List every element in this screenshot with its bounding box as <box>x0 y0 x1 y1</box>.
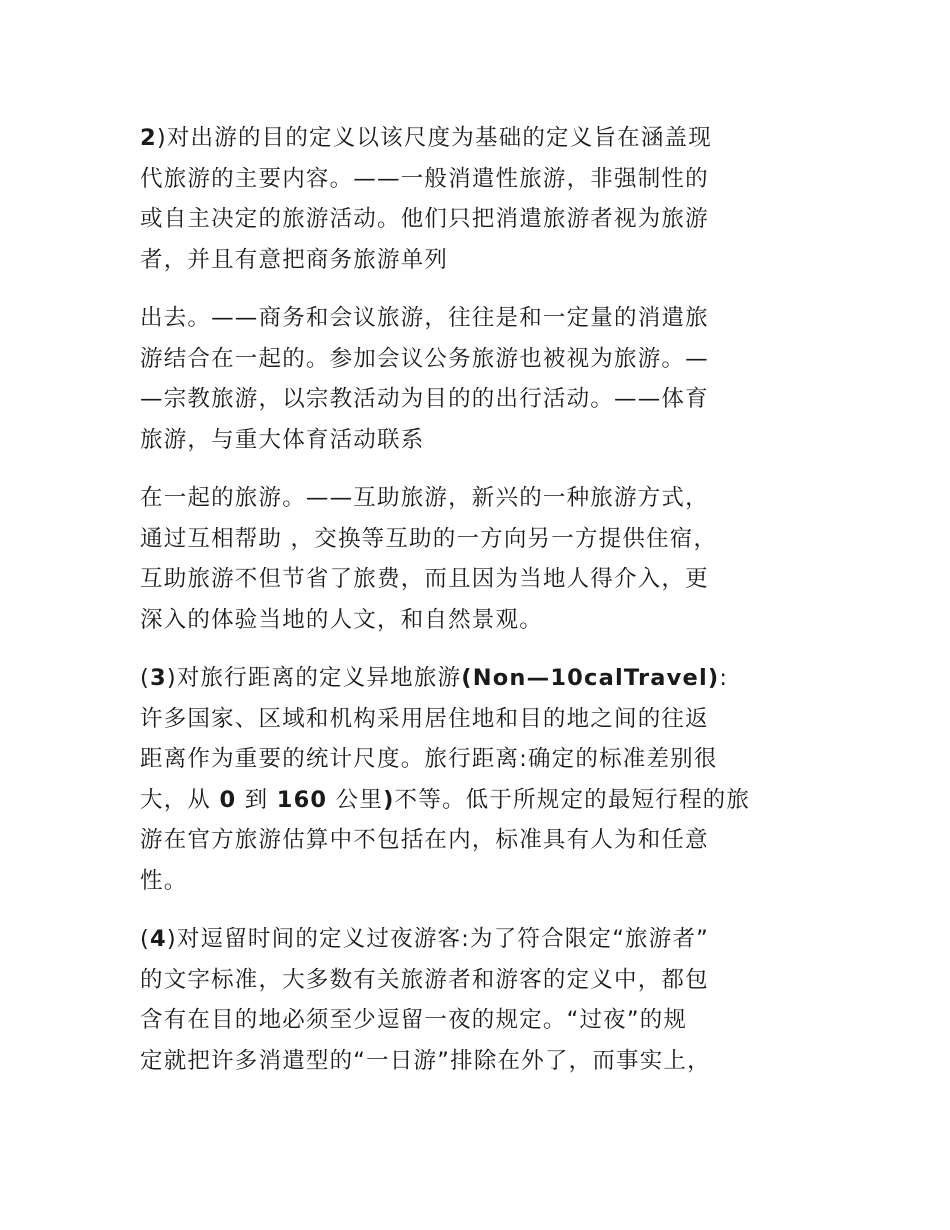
text-line <box>140 240 820 281</box>
paragraph <box>140 658 820 901</box>
text-run: 公里 <box>327 786 384 813</box>
text-run: 通过互相帮助 ，交换等互助的一方向另一方提供住宿， <box>140 525 718 552</box>
paragraph <box>140 478 820 640</box>
text-run: 定就把许多消遣型的“一日游”排除在外了，而事实上， <box>140 1047 711 1074</box>
bold-text-run: 3 <box>149 665 167 691</box>
text-line <box>140 780 820 821</box>
text-run: 出去。——商务和会议旅游，往往是和一定量的消遣旅 <box>140 305 709 331</box>
text-run: 不等。低于所规定的最短行程的旅 <box>394 786 751 813</box>
paragraph <box>140 919 820 1081</box>
text-run: 互助旅游不但节省了旅费，而且因为当地人得介入，更 <box>140 566 709 592</box>
text-run: )对旅行距离的定义异地旅游 <box>166 665 462 691</box>
text-line <box>140 420 820 461</box>
text-run: : <box>719 665 729 691</box>
bold-text-run: 160 <box>276 786 328 813</box>
text-run: ( <box>140 926 150 952</box>
text-run: )对逗留时间的定义过夜游客:为了符合限定“旅游者” <box>166 926 710 952</box>
text-run: 的文字标准，大多数有关旅游者和游客的定义中，都包 <box>140 966 709 993</box>
text-line <box>140 1000 820 1041</box>
bold-text-run: (Non—10calTravel) <box>461 665 720 691</box>
text-line <box>140 861 820 902</box>
bold-text-run: 2 <box>140 125 157 151</box>
text-run: )对出游的目的定义以该尺度为基础的定义旨在涵盖现 <box>156 125 712 151</box>
text-line <box>140 1041 820 1082</box>
text-run: 游在官方旅游估算中不包括在内，标准具有人为和任意 <box>140 827 709 853</box>
text-run: —宗教旅游，以宗教活动为目的的出行活动。——体育 <box>140 386 709 412</box>
text-line <box>140 658 820 699</box>
text-line <box>140 118 820 159</box>
text-run: 者，并且有意把商务旅游单列 <box>140 246 449 273</box>
text-line <box>140 339 820 380</box>
text-line <box>140 820 820 861</box>
text-run: 代旅游的主要内容。——一般消遣性旅游，非强制性的 <box>140 165 709 192</box>
text-line <box>140 478 820 519</box>
text-run: 大，从 <box>140 786 220 813</box>
text-run: ( <box>140 665 150 691</box>
text-line <box>140 960 820 1001</box>
text-line <box>140 379 820 420</box>
text-line <box>140 559 820 600</box>
text-run: 含有在目的地必须至少逗留一夜的规定。“过夜”的规 <box>140 1007 688 1033</box>
document-body <box>140 118 820 1099</box>
text-run: 深入的体验当地的人文，和自然景观。 <box>140 606 543 633</box>
bold-text-run: 0 <box>219 786 237 813</box>
paragraph <box>140 118 820 280</box>
bold-text-run: ) <box>383 786 395 813</box>
text-run: 旅游，与重大体育活动联系 <box>140 426 425 453</box>
text-line <box>140 919 820 960</box>
text-line <box>140 739 820 780</box>
paragraph <box>140 298 820 460</box>
text-line <box>140 600 820 641</box>
text-run: 在一起的旅游。——互助旅游，新兴的一种旅游方式， <box>140 485 709 511</box>
text-line <box>140 159 820 200</box>
text-run: 到 <box>236 786 277 813</box>
text-run: 或自主决定的旅游活动。他们只把消遣旅游者视为旅游 <box>140 206 709 232</box>
bold-text-run: 4 <box>149 926 167 952</box>
text-line <box>140 199 820 240</box>
text-line <box>140 298 820 339</box>
text-line <box>140 519 820 560</box>
text-line <box>140 699 820 740</box>
text-run: 距离作为重要的统计尺度。旅行距离:确定的标准差别很 <box>140 746 718 772</box>
text-run: 许多国家、区域和机构采用居住地和目的地之间的往返 <box>140 705 709 732</box>
text-run: 性。 <box>140 867 188 894</box>
text-run: 游结合在一起的。参加会议公务旅游也被视为旅游。— <box>140 345 709 372</box>
